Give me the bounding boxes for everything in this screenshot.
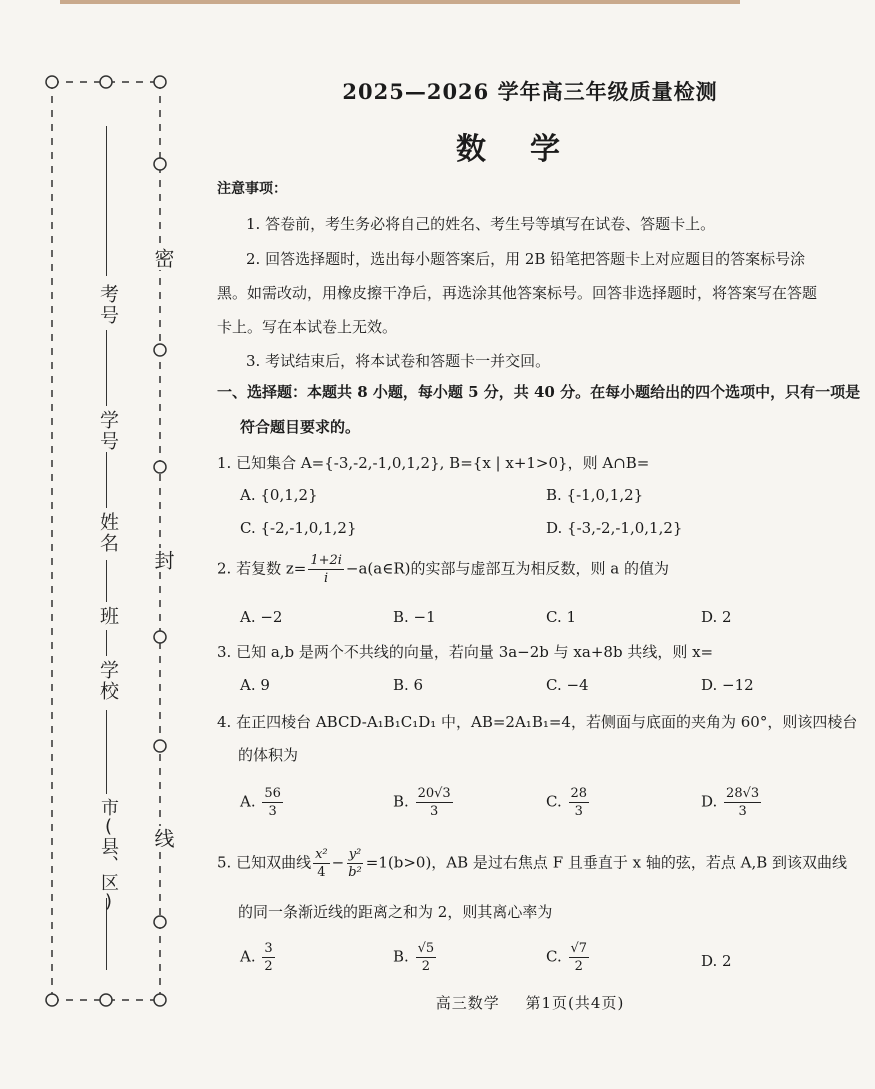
notice-item-3: 3. 考试结束后，将本试卷和答题卡一并交回。 (246, 352, 551, 370)
binding-blank-school-lower[interactable] (106, 710, 107, 794)
q5-frac2-den: b² (348, 865, 362, 880)
q5-option-a-den: 2 (264, 959, 273, 974)
notice-item-1: 1. 答卷前，考生务必将自己的姓名、考生号等填写在试卷、答题卡上。 (246, 215, 716, 233)
binding-blank-student-number[interactable] (106, 330, 107, 406)
q5-option-b-label: B. (393, 947, 409, 966)
q5-option-a-num: 3 (264, 941, 273, 956)
q1-option-c: C. {-2,-1,0,1,2} (240, 519, 357, 537)
q5-option-d-value: 2 (722, 952, 732, 970)
q5-option-a-label: A. (240, 947, 256, 966)
q2-option-d: D. 2 (701, 608, 732, 626)
binding-blank-school[interactable] (106, 630, 107, 656)
q5-frac1-num: x² (315, 847, 328, 862)
q4-stem-cont: 的体积为 (238, 746, 299, 764)
notice-item-2: 2. 回答选择题时，选出每小题答案后，用 2B 铅笔把答题卡上对应题目的答案标号涂 (246, 250, 806, 268)
q5-option-c-label: C. (546, 947, 562, 966)
binding-blank-name[interactable] (106, 452, 107, 508)
q3-option-a: A. 9 (240, 676, 270, 694)
q2-stem (217, 552, 669, 587)
q3-option-c: C. −4 (546, 676, 589, 694)
q4-option-a (240, 785, 285, 820)
q4-option-b-label: B. (393, 792, 409, 811)
q5-option-b-num: √5 (417, 941, 435, 956)
q4-option-a-label: A. (240, 792, 256, 811)
q5-stem (217, 846, 847, 881)
q2-option-a: A. −2 (240, 608, 283, 626)
q1-option-d: D. {-3,-2,-1,0,1,2} (546, 519, 683, 537)
q2-stem-post: −a(a∈R)的实部与虚部互为相反数，则 a 的值为 (345, 559, 669, 578)
q5-option-c-den: 2 (574, 959, 583, 974)
footer-page-number: 第1页(共4页) (525, 994, 625, 1012)
q4-option-a-num: 56 (264, 786, 281, 801)
binding-label-exam-number: 考号 (97, 284, 119, 326)
section1-title-cont: 符合题目要求的。 (240, 418, 361, 436)
q4-option-c-num: 28 (570, 786, 588, 801)
footer-subject: 高三数学 (435, 994, 500, 1012)
q1-option-a: A. {0,1,2} (240, 486, 318, 504)
q5-frac1-den: 4 (317, 865, 326, 880)
q4-option-b-num: 20√3 (417, 786, 451, 801)
q5-option-b-den: 2 (421, 959, 430, 974)
q4-stem: 4. 在正四棱台 ABCD-A₁B₁C₁D₁ 中，AB=2A₁B₁=4，若侧面与底面的夹角为 60°，则该四棱台 (217, 713, 858, 731)
exam-title: 2025—2026 学年高三年级质量检测 (342, 79, 718, 104)
q5-option-b (393, 940, 438, 975)
q2-frac-num: 1+2i (310, 553, 342, 568)
q3-stem: 3. 已知 a,b 是两个不共线的向量，若向量 3a−2b 与 xa+8b 共线，则 x= (217, 643, 714, 661)
q3-option-b: B. 6 (393, 676, 424, 694)
q4-option-d-label: D. (701, 792, 718, 811)
binding-label-school: 学校 (97, 660, 119, 702)
q5-option-c-num: √7 (570, 941, 588, 956)
seal-mark-xian: 线 (149, 826, 178, 850)
q2-option-b: B. −1 (393, 608, 436, 626)
binding-blank-city-county[interactable] (106, 898, 107, 970)
q4-option-c-den: 3 (574, 804, 583, 819)
binding-label-student-number: 学号 (97, 410, 119, 452)
binding-blank-exam-number[interactable] (106, 126, 107, 276)
seal-mark-feng: 封 (149, 548, 178, 572)
q2-fraction (308, 552, 344, 587)
notice-heading: 注意事项： (217, 181, 287, 197)
q2-stem-pre: 2. 若复数 z= (217, 559, 307, 578)
q4-option-c-label: C. (546, 792, 562, 811)
q5-stem-pre: 5. 已知双曲线 (217, 853, 312, 872)
q5-minus: − (331, 853, 345, 872)
q1-stem: 1. 已知集合 A={-3,-2,-1,0,1,2}, B={x | x+1>0}，则 A∩B= (217, 454, 650, 472)
q4-option-d-den: 3 (738, 804, 747, 819)
seal-mark-mi: 密 (149, 246, 178, 270)
q5-option-a (240, 940, 277, 975)
q5-stem-cont: 的同一条渐近线的距离之和为 2，则其离心率为 (238, 903, 553, 921)
section1-title: 一、选择题：本题共 8 小题，每小题 5 分，共 40 分。在每小题给出的四个选项中，只有一项是 (217, 383, 861, 401)
q4-option-b (393, 785, 455, 820)
q4-option-d-num: 28√3 (726, 786, 760, 801)
notice-item-2-end: 卡上。写在本试卷上无效。 (217, 318, 398, 336)
binding-label-class: 班 (97, 606, 119, 627)
q4-option-b-den: 3 (429, 804, 439, 819)
q2-frac-den: i (324, 571, 329, 586)
binding-blank-class[interactable] (106, 560, 107, 602)
page-footer (230, 992, 830, 1013)
binding-label-city-county: 市(县、区) (98, 798, 119, 912)
binding-label-name: 姓名 (97, 512, 119, 554)
q4-option-d (701, 785, 763, 820)
q5-frac2-num: y² (348, 847, 362, 862)
q2-option-c: C. 1 (546, 608, 577, 626)
q5-option-c (546, 940, 591, 975)
notice-item-2-cont: 黑。如需改动，用橡皮擦干净后，再选涂其他答案标号。回答非选择题时，将答案写在答题 (217, 284, 818, 302)
q3-option-d: D. −12 (701, 676, 754, 694)
q5-option-d (701, 952, 732, 970)
q5-option-d-label: D. (701, 952, 718, 970)
q1-option-b: B. {-1,0,1,2} (546, 486, 644, 504)
q4-option-c (546, 785, 591, 820)
q4-option-a-den: 3 (268, 804, 277, 819)
subject-title: 数学 (456, 132, 604, 167)
q5-stem-post: =1(b>0)，AB 是过右焦点 F 且垂直于 x 轴的弦，若点 A,B 到该双曲线 (365, 853, 848, 872)
